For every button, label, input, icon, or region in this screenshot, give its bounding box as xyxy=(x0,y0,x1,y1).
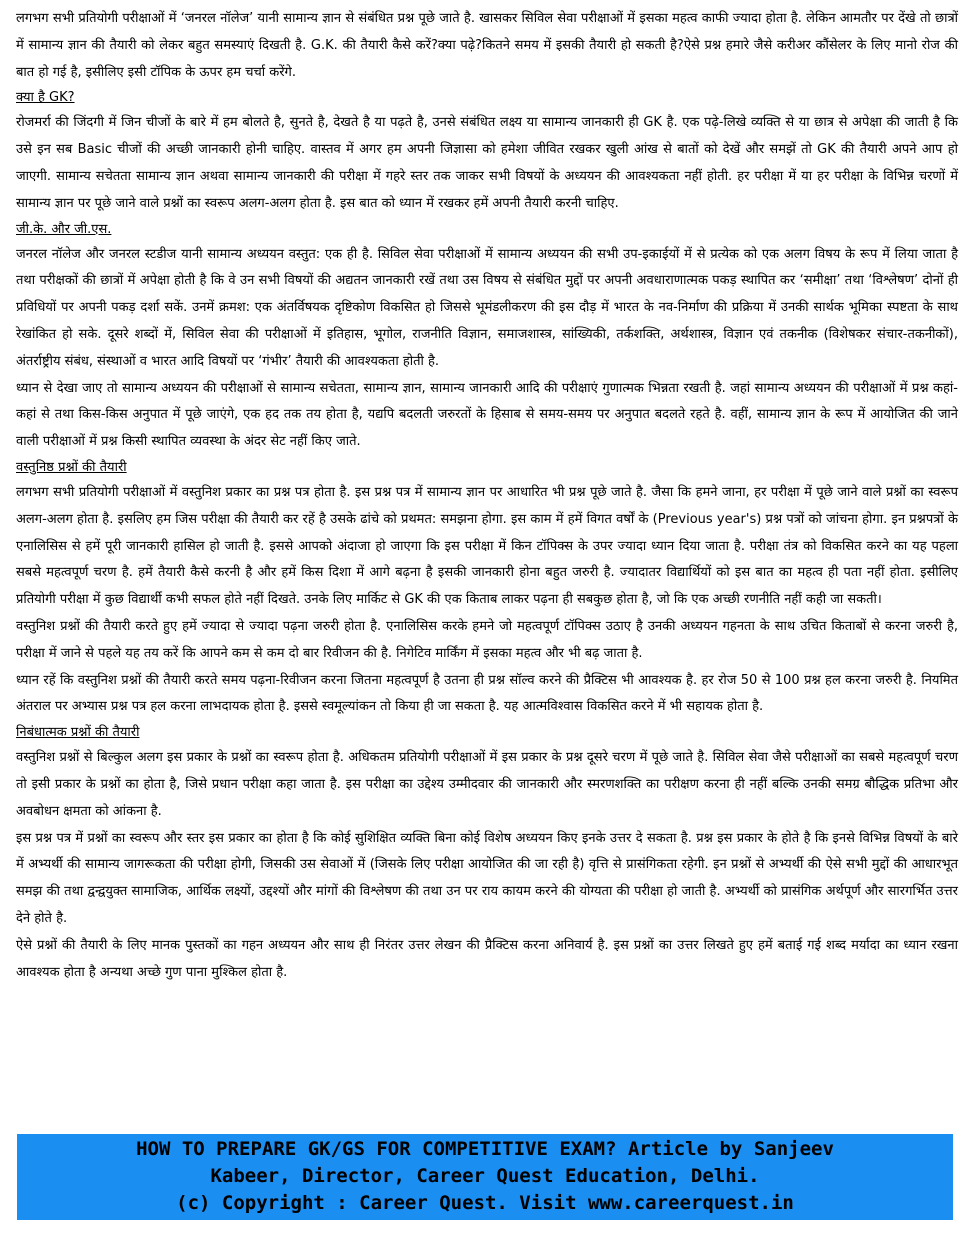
article-body xyxy=(16,6,958,986)
section-heading-objective-questions: वस्तुनिष्ठ प्रश्नों की तैयारी xyxy=(16,459,127,475)
section-paragraph: लगभग सभी प्रतियोगी परीक्षाओं में वस्तुनिश प्रकार का प्रश्न पत्र होता है. इस प्रश्न पत्र में सामान्य ज्ञान पर आधारित भी प्रश्न पूछे जाते है. जैसा कि हमने जाना, हर परीक्षा में पूछे जाने वाले प्रश्नों का स्वरूप अलग-अलग होता है. इसलिए हम जिस परीक्षा की तैयारी कर रहें है उसके ढांचे को प्रथमत: समझना होगा. इस काम में हमें विगत वर्षों के (Previous year's) प्रश्न पत्रों को जांचना होगा. इन प्रश्नपत्रों के एनालिसिस से हमें पूरी जानकारी हासिल हो जाती है. इससे आपको अंदाजा हो जाएगा कि इस परीक्षा में किन टॉपिक्स के उपर ज्यादा ध्यान दिया जाता है. परीक्षा तंत्र को विकसित करने का यह पहला सबसे महत्वपूर्ण चरण है. हमें तैयारी कैसे करनी है और हमें किस दिशा में आगे बढ़ना है इसकी जानकारी होना बहुत जरुरी है. ज्यादातर विद्यार्थियों को इस बात का महत्व ही पता नहीं होता. इसीलिए प्रतियोगी परीक्षा में कुछ विद्यार्थी कभी सफल होते नहीं दिखते. उनके लिए मार्किट से GK की एक किताब लाकर पढ़ना ही सबकुछ होता है, जो कि एक अच्छी रणनीति नहीं कही जा सकती। xyxy=(16,484,958,608)
section-paragraph: रोजमर्रा की जिंदगी में जिन चीजों के बारे में हम बोलते है, सुनते है, देखते है या पढ़ते है, उनसे संबंधित लक्ष्य या सामान्य जानकारी ही GK है. एक पढ़े-लिखे व्यक्ति से या छात्र से अपेक्षा की जाती है कि उसे इन सब Basic चीजों की अच्छी जानकारी होनी चाहिए. वास्तव में अगर हम अपनी जिज्ञासा को हमेशा जीवित रखकर खुली आंख से बातों को देखें और समझें तो GK की तैयारी अपने आप हो जाएगी. सामान्य सचेतता सामान्य ज्ञान अथवा सामान्य जानकारी की परीक्षा में गहरे स्तर तक जाकर सभी विषयों के अध्ययन की आवश्यकता नहीं होती. हर परीक्षा में या हर परीक्षा के विभिन्न चरणों में सामान्य ज्ञान पर पूछे जाने वाले प्रश्नों का स्वरूप अलग-अलग होता है. इस बात को ध्यान में रखकर हमें अपनी तैयारी करनी चाहिए. xyxy=(16,115,958,211)
section-heading-what-is-gk: क्या है GK? xyxy=(16,90,75,106)
section-heading-gk-and-gs: जी.के. और जी.एस. xyxy=(16,221,112,237)
section-paragraph: जनरल नॉलेज और जनरल स्टडीज यानी सामान्य अध्ययन वस्तुत: एक ही है. सिविल सेवा परीक्षाओं में सामान्य अध्ययन की सभी उप-इकाईयों में से प्रत्येक को एक अलग विषय के रूप में लिया जाता है तथा परीक्षकों की छात्रों में अपेक्षा होती है कि वे उन सभी विषयों की अद्यतन जानकारी रखें तथा उस विषय से संबंधित मुद्दों पर अपनी अवधाराणात्मक पकड़ स्थापित कर ‘समीक्षा’ तथा ‘विश्लेषण’ दोनों ही प्रविधियों पर अपनी पकड़ दर्शा सकें. उनमें क्रमश: एक अंतर्विषयक दृष्टिकोण विकसित हो जिससे भूमंडलीकरण की इस दौड़ में भारत के नव-निर्माण की प्रक्रिया में उनकी सार्थक भूमिका स्पष्टता के साथ रेखांकित हो सके. दूसरे शब्दों में, सिविल सेवा की परीक्षाओं में इतिहास, भूगोल, राजनीति विज्ञान, समाजशास्त्र, सांख्यिकी, तर्कशक्ति, अर्थशास्त्र, विज्ञान एवं तकनीक (विशेषकर संचार-तकनीकों), अंतर्राष्ट्रीय संबंध, संस्थाओं व भारत आदि विषयों पर ‘गंभीर’ तैयारी की आवश्यकता होती है. xyxy=(16,246,958,369)
intro-paragraph: लगभग सभी प्रतियोगी परीक्षाओं में ‘जनरल नॉलेज’ यानी सामान्य ज्ञान से संबंधित प्रश्न पूछे जाते है. खासकर सिविल सेवा परीक्षाओं में इसका महत्व काफी ज्यादा होता है. लेकिन आमतौर पर देंखे तो छात्रों में सामान्य ज्ञान की तैयारी को लेकर बहुत समस्याएं दिखती है. G.K. की तैयारी कैसे करें?क्या पढ़े?कितने समय में इसकी तैयारी हो सकती है?ऐसे प्रश्न हमारे जैसे करीअर कौंसेलर के लिए मानो रोज की बात हो गई है, इसीलिए इसी टॉपिक के ऊपर हम चर्चा करेंगे. xyxy=(16,11,958,80)
section-paragraph: वस्तुनिश प्रश्नों की तैयारी करते हुए हमें ज्यादा से ज्यादा पढ़ना जरुरी होता है. एनालिसिस करके हमने जो महत्वपूर्ण टॉपिक्स उठाए है उनकी अध्ययन गहनता के साथ उचित किताबों से करना जरुरी है, परीक्षा में जाने से पहले यह तय करें कि आपने कम से कम दो बार रिवीजन की है. निगेटिव मार्किंग में इसका महत्व और भी बढ़ जाता है. xyxy=(16,618,958,661)
section-paragraph: ध्यान से देखा जाए तो सामान्य अध्ययन की परीक्षाओं से सामान्य सचेतता, सामान्य ज्ञान, सामान्य जानकारी आदि की परीक्षाएं गुणात्मक भिन्नता रखती है. जहां सामान्य अध्ययन की परीक्षाओं में प्रश्न कहां-कहां से तथा किस-किस अनुपात में पूछे जाएंगे, एक हद तक तय होता है, यद्यपि बदलती जरुरतों के हिसाब से समय-समय पर अनुपात बदलते रहते है. वहीं, सामान्य ज्ञान के रूप में आयोजित की जाने वाली परीक्षाओं में प्रश्न किसी स्थापित व्यवस्था के अंदर सेट नहीं किए जाते. xyxy=(16,380,958,450)
footer-line-copyright: (c) Copyright : Career Quest. Visit www.careerquest.in xyxy=(176,1192,794,1214)
section-paragraph: ध्यान रहें कि वस्तुनिश प्रश्नों की तैयारी करते समय पढ़ना-रिवीजन करना जितना महत्वपूर्ण है उतना ही प्रश्न सॉल्व करने की प्रैक्टिस भी आवश्यक है. हर रोज 50 से 100 प्रश्न हल करना जरुरी है. नियमित अंतराल पर अभ्यास प्रश्न पत्र हल करना लाभदायक होता है. इससे स्वमूल्यांकन तो किया ही जा सकता है. यह आत्मविश्वास विकसित करने में भी सहायक होता है. xyxy=(16,672,958,715)
section-paragraph: वस्तुनिश प्रश्नों से बिल्कुल अलग इस प्रकार के प्रश्नों का स्वरूप होता है. अधिकतम प्रतियोगी परीक्षाओं में इस प्रकार के प्रश्न दूसरे चरण में पूछे जाते है. सिविल सेवा जैसे परीक्षाओं का सबसे महत्वपूर्ण चरण तो इसी प्रकार के प्रश्नों का होता है, जिसे प्रधान परीक्षा कहा जाता है. इस परीक्षा का उद्देश्य उम्मीदवार की जानकारी और स्मरणशक्ति का परीक्षण करना ही नहीं बल्कि उनकी समग्र बौद्धिक प्रतिभा और अवबोधन क्षमता को आंकना है. xyxy=(16,750,958,819)
section-paragraph: ऐसे प्रश्नों की तैयारी के लिए मानक पुस्तकों का गहन अध्ययन और साथ ही निरंतर उत्तर लेखन की प्रैक्टिस करना अनिवार्य है. इस प्रश्नों का उत्तर लिखते हुए हमें बताई गई शब्द मर्यादा का ध्यान रखना आवश्यक होता है अन्यथा अच्छे गुण पाना मुश्किल होता है. xyxy=(16,937,958,980)
section-heading-essay-questions: निबंधात्मक प्रश्नों की तैयारी xyxy=(16,725,140,741)
footer-line-author: Kabeer, Director, Career Quest Education, Delhi. xyxy=(210,1165,760,1187)
footer-line-title: HOW TO PREPARE GK/GS FOR COMPETITIVE EXAM? Article by Sanjeev xyxy=(136,1138,834,1160)
section-paragraph: इस प्रश्न पत्र में प्रश्नों का स्वरूप और स्तर इस प्रकार का होता है कि कोई सुशिक्षित व्यक्ति बिना कोई विशेष अध्ययन किए इनके उत्तर दे सकता है. प्रश्न इस प्रकार के होते है कि इनसे विभिन्न विषयों के बारे में अभ्यर्थी की सामान्य जागरूकता की परीक्षा होगी, जिसकी उस सेवाओं में (जिसके लिए परीक्षा आयोजित की जा रही है) वृत्ति से प्रासंगिकता रहेगी. इन प्रश्नों से अभ्यर्थी की ऐसे सभी मुद्दों की आधारभूत समझ की तथा द्वन्द्वयुक्त सामाजिक, आर्थिक लक्ष्यों, उद्दश्यों और मांगों की विश्लेषण की तथा उन पर राय कायम करने की योग्यता की परीक्षा हो जाती है. अभ्यर्थी को प्रासंगिक अर्थपूर्ण और सारगर्भित उत्तर देने होते है. xyxy=(16,830,958,926)
footer-banner xyxy=(17,1134,953,1220)
